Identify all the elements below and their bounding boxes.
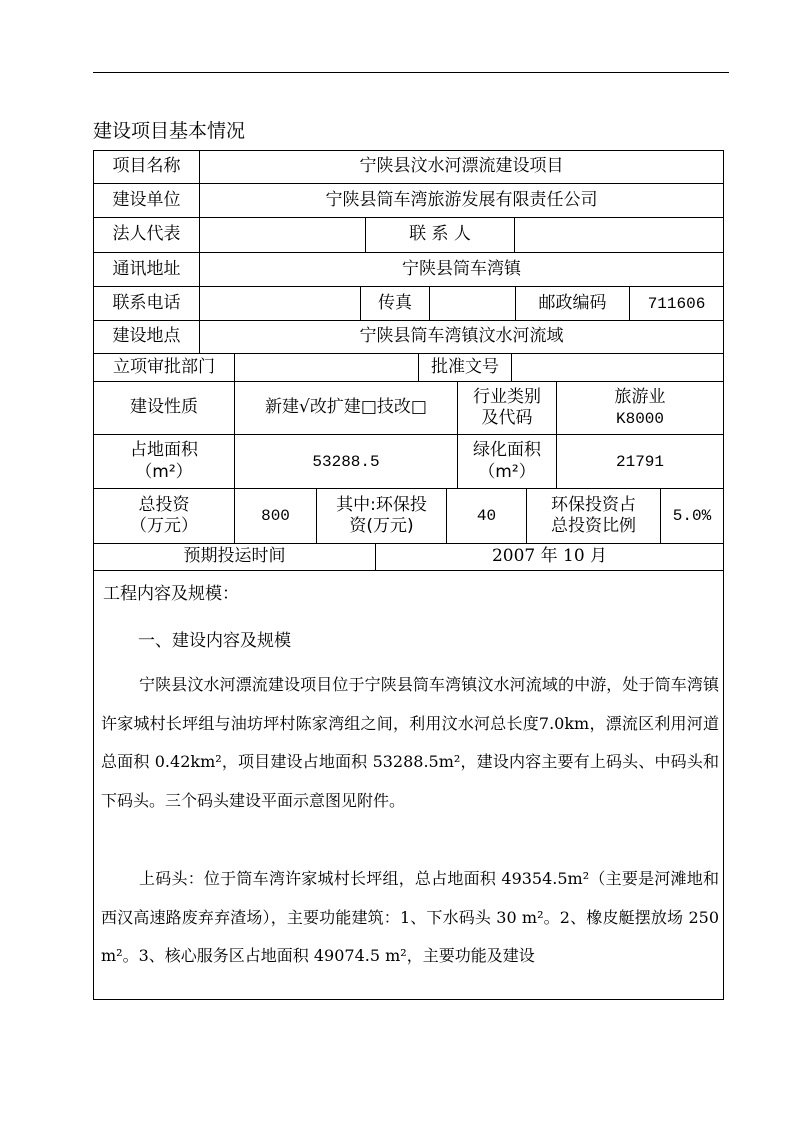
legal-rep-value	[199, 217, 366, 253]
green-label-line2: （m²）	[478, 461, 536, 482]
approval-dept-value	[234, 353, 419, 382]
builder-value: 宁陕县筒车湾旅游发展有限责任公司	[199, 183, 724, 218]
builder-label: 建设单位	[93, 183, 200, 218]
postcode-label: 邮政编码	[515, 286, 630, 321]
phone-label: 联系电话	[93, 286, 200, 321]
invest-label	[93, 488, 235, 544]
invest-value: 800	[234, 488, 317, 544]
nature-label: 建设性质	[93, 381, 235, 435]
env-invest-label-line1: 其中:环保投	[336, 494, 427, 515]
env-ratio-label-line2: 总投资比例	[551, 516, 636, 536]
operation-value: 2007 年 10 月	[375, 543, 724, 571]
header-rule	[93, 72, 729, 73]
content-subheading: 一、建设内容及规模	[138, 631, 291, 651]
operation-label: 预期投运时间	[93, 543, 376, 571]
fax-label: 传真	[360, 286, 430, 321]
env-ratio-value: 5.0%	[660, 488, 724, 544]
project-name-value: 宁陕县汶水河漂流建设项目	[199, 150, 724, 184]
project-name-label: 项目名称	[93, 150, 200, 184]
green-label	[457, 434, 557, 489]
env-ratio-label-line1: 环保投资占	[551, 494, 636, 515]
industry-value-line2: K8000	[615, 409, 664, 428]
contact-label: 联 系 人	[365, 217, 515, 253]
postcode-value: 711606	[629, 286, 724, 321]
env-invest-value: 40	[446, 488, 527, 544]
env-invest-label-line2: 资(万元)	[349, 516, 414, 536]
address-label: 通讯地址	[93, 252, 200, 287]
approval-no-value	[511, 353, 724, 382]
area-label-line2: （m²）	[135, 461, 193, 482]
industry-label-line1: 行业类别	[473, 386, 541, 407]
content-paragraph-1: 宁陕县汶水河漂流建设项目位于宁陕县筒车湾镇汶水河流域的中游，处于筒车湾镇许家城村长坪组与油坊坪村陈家湾组之间，利用汶水河总长度7.0km，漂流区利用河道总面积 0.42km²，项目建设占地面积 53288.5m²，建设内容主要有上码头、中码头和下码头。三个码头建设平面示意图见附件。	[101, 675, 719, 810]
green-value: 21791	[556, 434, 724, 489]
industry-value-line1: 旅游业	[614, 387, 666, 408]
address-value: 宁陕县筒车湾镇	[199, 252, 724, 287]
area-label-line1: 占地面积	[130, 440, 198, 461]
env-invest-label	[316, 488, 447, 544]
env-ratio-label	[526, 488, 661, 544]
approval-dept-label: 立项审批部门	[93, 353, 235, 382]
area-value: 53288.5	[234, 434, 458, 489]
area-label	[93, 434, 235, 489]
industry-value	[556, 381, 724, 435]
content-paragraph-2: 上码头：位于筒车湾许家城村长坪组，总占地面积 49354.5m²（主要是河滩地和西汉高速路废弃弃渣场），主要功能建筑：1、下水码头 30 m²。2、橡皮艇摆放场 250 m²。3、核心服务区占地面积 49074.5 m²，主要功能及建设	[101, 869, 719, 965]
approval-no-label: 批准文号	[418, 353, 512, 382]
nature-value: 新建√改扩建□技改□	[234, 381, 458, 435]
content-box	[93, 570, 724, 1000]
invest-label-line2: （万元）	[130, 516, 198, 536]
contact-value	[514, 217, 724, 253]
industry-label-line2: 及代码	[481, 408, 533, 428]
location-value: 宁陕县筒车湾镇汶水河流域	[199, 320, 724, 354]
green-label-line1: 绿化面积	[473, 440, 541, 461]
location-label: 建设地点	[93, 320, 200, 354]
industry-label	[457, 381, 557, 435]
fax-value	[429, 286, 516, 321]
invest-label-line1: 总投资	[138, 494, 190, 515]
content-heading: 工程内容及规模：	[103, 584, 239, 604]
section-title: 建设项目基本情况	[93, 120, 246, 142]
phone-value	[199, 286, 361, 321]
legal-rep-label: 法人代表	[93, 217, 200, 253]
